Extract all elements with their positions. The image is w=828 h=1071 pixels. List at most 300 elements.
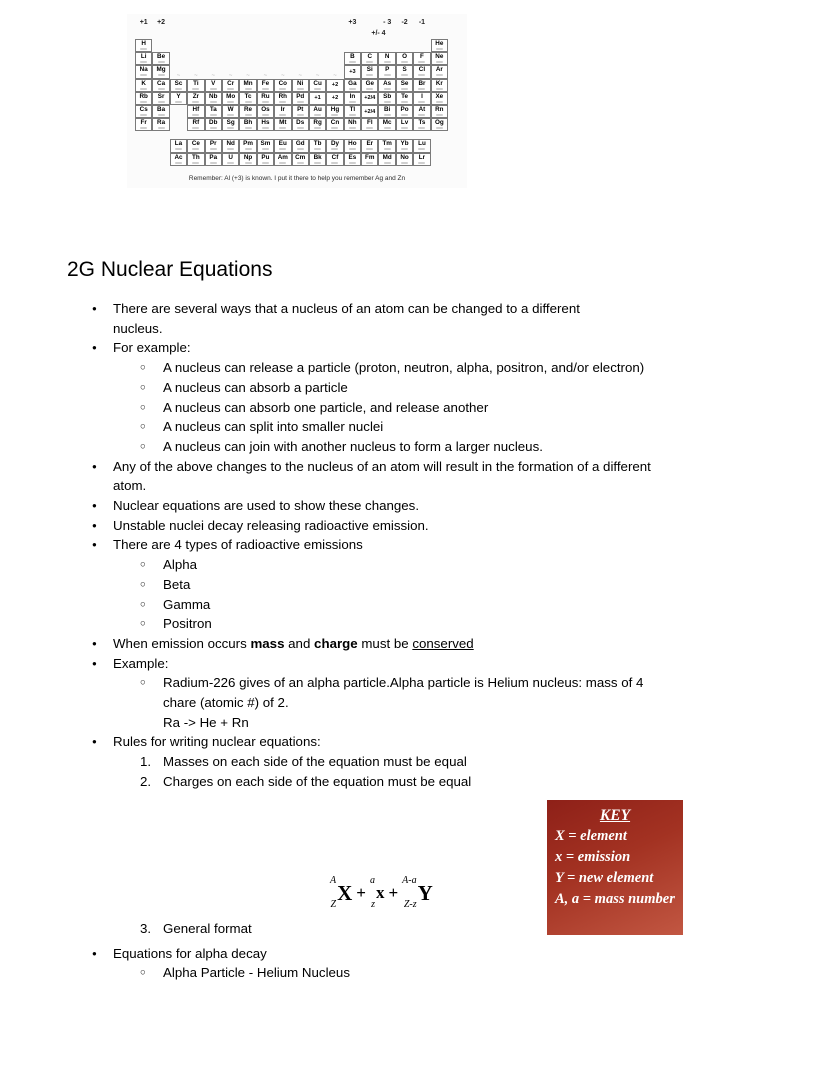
text-run: A nucleus can split into smaller nuclei bbox=[163, 419, 384, 435]
charge-cell bbox=[361, 92, 378, 105]
bullet-icon: ○ bbox=[140, 677, 146, 689]
list-item-text bbox=[113, 656, 168, 671]
list-item bbox=[67, 378, 772, 398]
atomic-mass-blur bbox=[366, 61, 373, 63]
element-symbol: Br bbox=[418, 79, 426, 87]
atomic-mass-blur bbox=[366, 127, 373, 129]
atomic-mass-blur bbox=[384, 61, 391, 63]
element-symbol: Bk bbox=[313, 153, 322, 161]
element-cell bbox=[344, 52, 361, 65]
list-item bbox=[67, 437, 772, 457]
faded-annotation: ~ bbox=[333, 72, 337, 79]
list-item bbox=[67, 398, 772, 418]
atomic-mass-blur bbox=[192, 88, 199, 90]
element-cell bbox=[413, 52, 430, 65]
list-item-text bbox=[163, 715, 249, 730]
bullet-icon: ● bbox=[92, 638, 97, 648]
atomic-mass-blur bbox=[401, 101, 408, 103]
element-cell bbox=[378, 105, 395, 118]
element-cell bbox=[222, 92, 239, 105]
element-cell bbox=[396, 92, 413, 105]
charge-subscript: Z bbox=[330, 898, 337, 910]
element-cell bbox=[361, 153, 378, 166]
element-cell bbox=[222, 79, 239, 92]
element-cell bbox=[292, 92, 309, 105]
atomic-mass-blur bbox=[227, 162, 234, 164]
list-item-text bbox=[163, 419, 383, 434]
atomic-mass-blur bbox=[210, 114, 217, 116]
charge-subscript: Z-z bbox=[403, 898, 417, 910]
element-cell bbox=[326, 118, 343, 131]
element-symbol: Mt bbox=[279, 119, 287, 127]
faded-annotation: ~ bbox=[246, 72, 250, 79]
bullet-icon: ○ bbox=[140, 598, 146, 610]
text-run: chare (atomic #) of 2. bbox=[163, 695, 289, 711]
atomic-mass-blur bbox=[158, 88, 165, 90]
list-item bbox=[67, 654, 772, 674]
element-cell bbox=[309, 139, 326, 152]
list-item-text bbox=[163, 380, 348, 395]
mass-superscript: A bbox=[330, 874, 337, 886]
element-cell bbox=[326, 153, 343, 166]
element-symbol: B bbox=[350, 53, 355, 61]
element-symbol: Ta bbox=[209, 106, 217, 114]
element-symbol: Mn bbox=[243, 79, 253, 87]
atomic-mass-blur bbox=[401, 148, 408, 150]
element-placeholder-symbol: X bbox=[337, 880, 353, 905]
list-item-text bbox=[113, 498, 419, 513]
element-cell bbox=[205, 139, 222, 152]
atomic-mass-blur bbox=[210, 127, 217, 129]
element-symbol: Zr bbox=[192, 92, 200, 100]
bullet-icon: ● bbox=[92, 520, 97, 530]
element-cell bbox=[396, 79, 413, 92]
element-cell bbox=[170, 153, 187, 166]
bullet-icon: ● bbox=[92, 501, 97, 511]
element-cell bbox=[413, 118, 430, 131]
atomic-mass-blur bbox=[366, 74, 373, 76]
plus-operator: + bbox=[356, 882, 366, 902]
text-run: and bbox=[284, 635, 315, 651]
atomic-mass-blur bbox=[175, 101, 182, 103]
element-symbol: Fm bbox=[365, 153, 375, 161]
list-item bbox=[67, 555, 772, 575]
element-symbol: I bbox=[421, 92, 423, 100]
atomic-mass-blur bbox=[140, 48, 147, 50]
faded-annotation: ~ bbox=[228, 72, 233, 79]
element-symbol: Nb bbox=[209, 92, 218, 100]
charge-label: +2/4 bbox=[364, 108, 376, 115]
faded-annotation: ~ bbox=[281, 72, 285, 79]
bullet-icon: ○ bbox=[140, 559, 146, 571]
list-number: 3. bbox=[140, 920, 152, 936]
charge-cell bbox=[309, 92, 326, 105]
element-cell bbox=[431, 39, 448, 52]
element-cell bbox=[361, 139, 378, 152]
charge-annotation: - 3 bbox=[383, 19, 392, 26]
element-cell bbox=[309, 153, 326, 166]
key-box-title: KEY bbox=[599, 806, 631, 824]
element-cell bbox=[257, 118, 274, 131]
element-cell bbox=[135, 92, 152, 105]
text-run: Rules for writing nuclear equations: bbox=[113, 734, 321, 750]
element-symbol: He bbox=[435, 40, 444, 48]
atomic-mass-blur bbox=[366, 148, 373, 150]
element-symbol: Ti bbox=[193, 79, 199, 87]
element-symbol: Es bbox=[348, 153, 357, 161]
element-cell bbox=[292, 79, 309, 92]
atomic-mass-blur bbox=[401, 61, 408, 63]
charge-annotation: +/- 4 bbox=[371, 30, 386, 37]
list-item bbox=[67, 595, 772, 615]
element-symbol: Th bbox=[192, 153, 200, 161]
atomic-mass-blur bbox=[418, 114, 425, 116]
atomic-mass-blur bbox=[314, 162, 321, 164]
element-cell bbox=[187, 92, 204, 105]
list-item bbox=[67, 673, 772, 712]
element-symbol: Se bbox=[400, 79, 409, 87]
bullet-icon: ○ bbox=[140, 967, 146, 979]
text-run: Alpha Particle - Helium Nucleus bbox=[163, 965, 350, 981]
element-symbol: N bbox=[384, 53, 390, 61]
atomic-mass-blur bbox=[314, 148, 321, 150]
atomic-mass-blur bbox=[436, 74, 443, 76]
element-cell bbox=[396, 105, 413, 118]
atomic-mass-blur bbox=[297, 114, 304, 116]
list-number: 2. bbox=[140, 773, 152, 789]
list-item bbox=[67, 752, 772, 772]
charge-annotation: +3 bbox=[348, 19, 357, 26]
element-symbol: Rg bbox=[313, 119, 322, 127]
element-cell bbox=[222, 139, 239, 152]
atomic-mass-blur bbox=[227, 127, 234, 129]
atomic-mass-blur bbox=[262, 88, 269, 90]
bullet-icon: ○ bbox=[140, 578, 146, 590]
element-cell bbox=[205, 153, 222, 166]
atomic-mass-blur bbox=[436, 61, 443, 63]
element-cell bbox=[292, 153, 309, 166]
element-cell bbox=[361, 52, 378, 65]
atomic-mass-blur bbox=[192, 101, 199, 103]
element-symbol: H bbox=[141, 40, 146, 48]
element-symbol: O bbox=[402, 53, 407, 61]
element-symbol: La bbox=[174, 140, 183, 148]
element-cell bbox=[396, 52, 413, 65]
faded-annotation: ~ bbox=[194, 72, 198, 79]
list-item bbox=[67, 575, 772, 595]
list-item bbox=[67, 535, 772, 555]
atomic-mass-blur bbox=[349, 61, 356, 63]
atomic-mass-blur bbox=[279, 88, 286, 90]
atomic-mass-blur bbox=[384, 162, 391, 164]
element-cell bbox=[257, 105, 274, 118]
element-symbol: Te bbox=[401, 92, 408, 100]
element-cell bbox=[413, 79, 430, 92]
element-symbol: Db bbox=[209, 119, 218, 127]
element-cell bbox=[205, 92, 222, 105]
key-box-lines bbox=[555, 826, 675, 910]
element-cell bbox=[170, 139, 187, 152]
document-body bbox=[67, 299, 772, 983]
atomic-mass-blur bbox=[158, 74, 165, 76]
list-item bbox=[67, 496, 772, 516]
atomic-mass-blur bbox=[366, 162, 373, 164]
list-item-text bbox=[163, 774, 471, 789]
element-cell bbox=[326, 139, 343, 152]
atomic-mass-blur bbox=[192, 114, 199, 116]
element-symbol: Xe bbox=[435, 92, 444, 100]
atomic-mass-blur bbox=[418, 162, 425, 164]
element-cell bbox=[431, 79, 448, 92]
atomic-mass-blur bbox=[384, 127, 391, 129]
element-symbol: Cm bbox=[295, 153, 306, 161]
atomic-mass-blur bbox=[297, 101, 304, 103]
atomic-mass-blur bbox=[140, 114, 147, 116]
atomic-mass-blur bbox=[401, 162, 408, 164]
element-cell bbox=[378, 153, 395, 166]
key-line: A, a = mass number bbox=[555, 890, 675, 907]
list-item-text bbox=[113, 734, 321, 749]
element-symbol: Rh bbox=[278, 92, 288, 100]
element-symbol: Si bbox=[366, 66, 373, 74]
mass-charge-scripts bbox=[370, 876, 375, 910]
atomic-mass-blur bbox=[227, 114, 234, 116]
atomic-mass-blur bbox=[245, 127, 252, 129]
element-cell bbox=[239, 105, 256, 118]
charge-cell bbox=[344, 65, 361, 78]
element-cell bbox=[170, 92, 187, 105]
atomic-mass-blur bbox=[279, 127, 286, 129]
list-item-text: General format bbox=[163, 920, 252, 936]
element-symbol: Be bbox=[157, 53, 166, 61]
element-symbol: Rn bbox=[435, 106, 444, 114]
element-symbol: Lr bbox=[418, 153, 426, 161]
element-symbol: Pa bbox=[209, 153, 218, 161]
list-item bbox=[67, 772, 772, 792]
element-symbol: Sm bbox=[260, 140, 271, 148]
element-symbol: U bbox=[228, 153, 233, 161]
element-symbol: Tl bbox=[349, 106, 356, 114]
atomic-mass-blur bbox=[262, 127, 269, 129]
element-cell bbox=[396, 153, 413, 166]
element-cell bbox=[187, 79, 204, 92]
bullet-icon: ● bbox=[92, 948, 97, 958]
atomic-mass-blur bbox=[401, 88, 408, 90]
atomic-mass-blur bbox=[384, 101, 391, 103]
element-symbol: Pr bbox=[209, 140, 217, 148]
atomic-mass-blur bbox=[262, 162, 269, 164]
atomic-mass-blur bbox=[227, 88, 234, 90]
text-run: Radium-226 gives of an alpha particle.Alpha particle is Helium nucleus: mass of 4 bbox=[163, 675, 644, 691]
element-symbol: Pd bbox=[296, 92, 305, 100]
element-cell bbox=[135, 105, 152, 118]
page-title: 2G Nuclear Equations bbox=[67, 258, 273, 281]
element-symbol: Sc bbox=[174, 79, 183, 87]
element-cell bbox=[309, 79, 326, 92]
atomic-mass-blur bbox=[245, 162, 252, 164]
text-run: A nucleus can absorb a particle bbox=[163, 379, 348, 395]
bullet-icon: ○ bbox=[140, 381, 146, 393]
text-run: Charges on each side of the equation must be equal bbox=[163, 773, 472, 789]
element-cell bbox=[396, 118, 413, 131]
bullet-icon: ● bbox=[92, 658, 97, 668]
content-after-list bbox=[67, 944, 772, 983]
list-item-text bbox=[113, 301, 580, 336]
element-cell bbox=[152, 118, 169, 131]
element-cell bbox=[361, 79, 378, 92]
atomic-mass-blur bbox=[140, 74, 147, 76]
element-cell bbox=[187, 118, 204, 131]
element-symbol: At bbox=[418, 106, 426, 114]
element-cell bbox=[413, 65, 430, 78]
atomic-mass-blur bbox=[245, 88, 252, 90]
element-symbol: Nh bbox=[348, 119, 357, 127]
atomic-mass-blur bbox=[418, 74, 425, 76]
element-symbol: Cs bbox=[139, 106, 148, 114]
element-cell bbox=[222, 153, 239, 166]
charge-label: +1 bbox=[314, 95, 321, 102]
atomic-mass-blur bbox=[384, 88, 391, 90]
charge-label: +2 bbox=[331, 95, 339, 102]
element-symbol: Ni bbox=[297, 79, 304, 87]
element-cell bbox=[257, 153, 274, 166]
faded-annotation: ~ bbox=[315, 72, 320, 79]
atomic-mass-blur bbox=[401, 74, 408, 76]
text-run: charge bbox=[314, 635, 358, 651]
element-symbol: Hf bbox=[192, 106, 200, 114]
content-list bbox=[67, 299, 772, 792]
atomic-mass-blur bbox=[245, 101, 252, 103]
element-cell bbox=[274, 139, 291, 152]
faded-annotation: ~ bbox=[176, 72, 181, 79]
text-run: Example: bbox=[113, 655, 169, 671]
atomic-mass-blur bbox=[279, 148, 286, 150]
mass-superscript: a bbox=[369, 874, 375, 886]
element-symbol: Pt bbox=[297, 106, 304, 114]
faded-annotation: ~ bbox=[211, 72, 216, 79]
element-cell bbox=[239, 118, 256, 131]
element-cell bbox=[344, 105, 361, 118]
atomic-mass-blur bbox=[297, 162, 304, 164]
element-symbol: Co bbox=[278, 79, 288, 87]
text-run: conserved bbox=[412, 635, 474, 651]
element-symbol: Ra bbox=[157, 119, 166, 127]
text-run: For example: bbox=[113, 340, 191, 356]
atomic-mass-blur bbox=[418, 101, 425, 103]
element-cell bbox=[292, 118, 309, 131]
list-item bbox=[67, 338, 772, 358]
charge-label: +2 bbox=[331, 82, 339, 89]
element-symbol: Cu bbox=[313, 79, 322, 87]
atomic-mass-blur bbox=[384, 74, 391, 76]
atomic-mass-blur bbox=[349, 114, 356, 116]
element-placeholder-symbol: Y bbox=[417, 880, 433, 905]
element-symbol: Ga bbox=[348, 79, 357, 87]
mass-charge-scripts bbox=[330, 876, 336, 910]
element-cell bbox=[344, 92, 361, 105]
element-symbol: Cl bbox=[418, 66, 426, 74]
element-symbol: Nd bbox=[226, 140, 235, 148]
element-symbol: Sb bbox=[383, 92, 392, 100]
element-cell bbox=[431, 52, 448, 65]
plus-operator: + bbox=[388, 882, 399, 902]
atomic-mass-blur bbox=[227, 101, 234, 103]
element-symbol: Sg bbox=[226, 119, 235, 127]
text-run: Alpha bbox=[163, 557, 198, 573]
text-run: A nucleus can absorb one particle, and release another bbox=[163, 399, 489, 415]
atomic-mass-blur bbox=[436, 48, 443, 50]
text-run: When emission occurs bbox=[113, 635, 251, 651]
element-cell bbox=[431, 92, 448, 105]
element-cell bbox=[431, 105, 448, 118]
general-format-item bbox=[67, 919, 490, 939]
atomic-mass-blur bbox=[262, 101, 269, 103]
list-item bbox=[67, 516, 772, 536]
text-run: Gamma bbox=[163, 596, 211, 612]
atomic-mass-blur bbox=[245, 114, 252, 116]
faded-annotation: ~ bbox=[298, 72, 302, 79]
element-cell bbox=[257, 92, 274, 105]
text-run: atom. bbox=[113, 478, 147, 494]
bullet-icon: ● bbox=[92, 343, 97, 353]
text-run: mass bbox=[250, 635, 285, 651]
element-cell bbox=[274, 153, 291, 166]
bullet-icon: ○ bbox=[140, 421, 146, 433]
list-item bbox=[67, 614, 772, 634]
element-symbol: Mo bbox=[226, 92, 236, 100]
element-symbol: Cf bbox=[331, 153, 339, 161]
atomic-mass-blur bbox=[192, 127, 199, 129]
element-cell bbox=[344, 118, 361, 131]
text-run: Masses on each side of the equation must be equal bbox=[163, 754, 467, 770]
key-line: Y = new element bbox=[555, 869, 654, 886]
element-symbol: Os bbox=[261, 106, 270, 114]
text-run: Unstable nuclei decay releasing radioactive emission. bbox=[113, 517, 429, 533]
element-symbol: Tm bbox=[382, 140, 392, 148]
element-cell bbox=[292, 139, 309, 152]
element-symbol: Fl bbox=[366, 119, 373, 127]
element-cell bbox=[170, 79, 187, 92]
element-cell bbox=[152, 105, 169, 118]
atomic-mass-blur bbox=[192, 148, 199, 150]
element-symbol: Am bbox=[277, 153, 288, 161]
text-run: There are several ways that a nucleus of an atom can be changed to a different bbox=[113, 301, 580, 316]
list-item bbox=[67, 963, 772, 983]
element-symbol: Eu bbox=[278, 140, 287, 148]
element-cell bbox=[274, 105, 291, 118]
element-symbol: Fe bbox=[261, 79, 270, 87]
element-cell bbox=[431, 118, 448, 131]
list-item bbox=[67, 732, 772, 752]
element-cell bbox=[309, 118, 326, 131]
list-item bbox=[67, 634, 772, 654]
element-cell bbox=[152, 52, 169, 65]
atomic-mass-blur bbox=[140, 101, 147, 103]
element-symbol: W bbox=[227, 106, 234, 114]
text-run: There are 4 types of radioactive emissions bbox=[113, 537, 363, 553]
element-cell bbox=[326, 105, 343, 118]
element-symbol: Au bbox=[313, 106, 322, 114]
atomic-mass-blur bbox=[175, 162, 182, 164]
key-line: X = element bbox=[555, 827, 627, 844]
element-cell bbox=[257, 79, 274, 92]
element-symbol: Bh bbox=[243, 119, 253, 127]
atomic-mass-blur bbox=[331, 127, 338, 129]
element-cell bbox=[239, 79, 256, 92]
element-cell bbox=[413, 105, 430, 118]
list-item-text bbox=[163, 439, 543, 454]
atomic-mass-blur bbox=[349, 148, 356, 150]
